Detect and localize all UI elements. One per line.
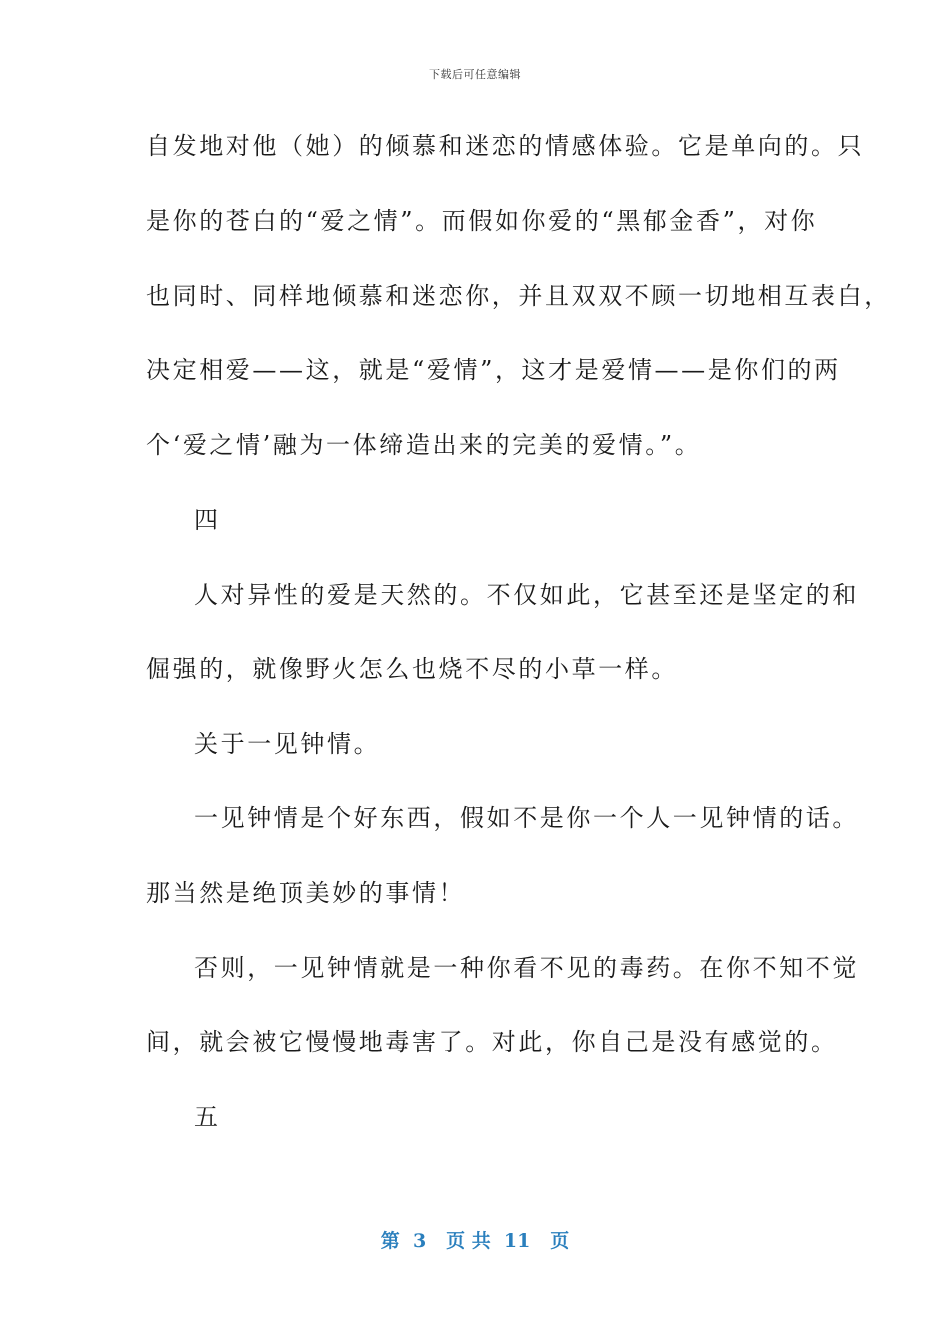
section-heading: 五 (194, 1103, 221, 1131)
text-line: 否则，一见钟情就是一种你看不见的毒药。在你不知不觉 (194, 954, 859, 982)
text-line: 是你的苍白的“爱之情”。而假如你爱的“黑郁金香”，对你 (146, 207, 818, 235)
text-line: 个‘爱之情’融为一体缔造出来的完美的爱情。”。 (146, 431, 702, 459)
page-header: 下载后可任意编辑 (429, 68, 521, 81)
text-line: 那当然是绝顶美妙的事情！ (146, 879, 466, 907)
text-line: 自发地对他（她）的倾慕和迷恋的情感体验。它是单向的。只 (146, 132, 865, 160)
text-line: 也同时、同样地倾慕和迷恋你，并且双双不顾一切地相互表白， (146, 282, 891, 310)
page-footer: 第 3 页 共 11 页 (380, 1230, 570, 1252)
text-line: 倔强的，就像野火怎么也烧不尽的小草一样。 (146, 655, 678, 683)
text-line: 间，就会被它慢慢地毒害了。对此，你自己是没有感觉的。 (146, 1028, 838, 1056)
text-line: 人对异性的爱是天然的。不仅如此，它甚至还是坚定的和 (194, 581, 859, 609)
section-heading: 四 (194, 506, 221, 534)
text-line: 关于一见钟情。 (194, 730, 381, 758)
text-line: 决定相爱——这，就是“爱情”，这才是爱情——是你们的两 (146, 356, 841, 384)
text-line: 一见钟情是个好东西，假如不是你一个人一见钟情的话。 (194, 804, 859, 832)
